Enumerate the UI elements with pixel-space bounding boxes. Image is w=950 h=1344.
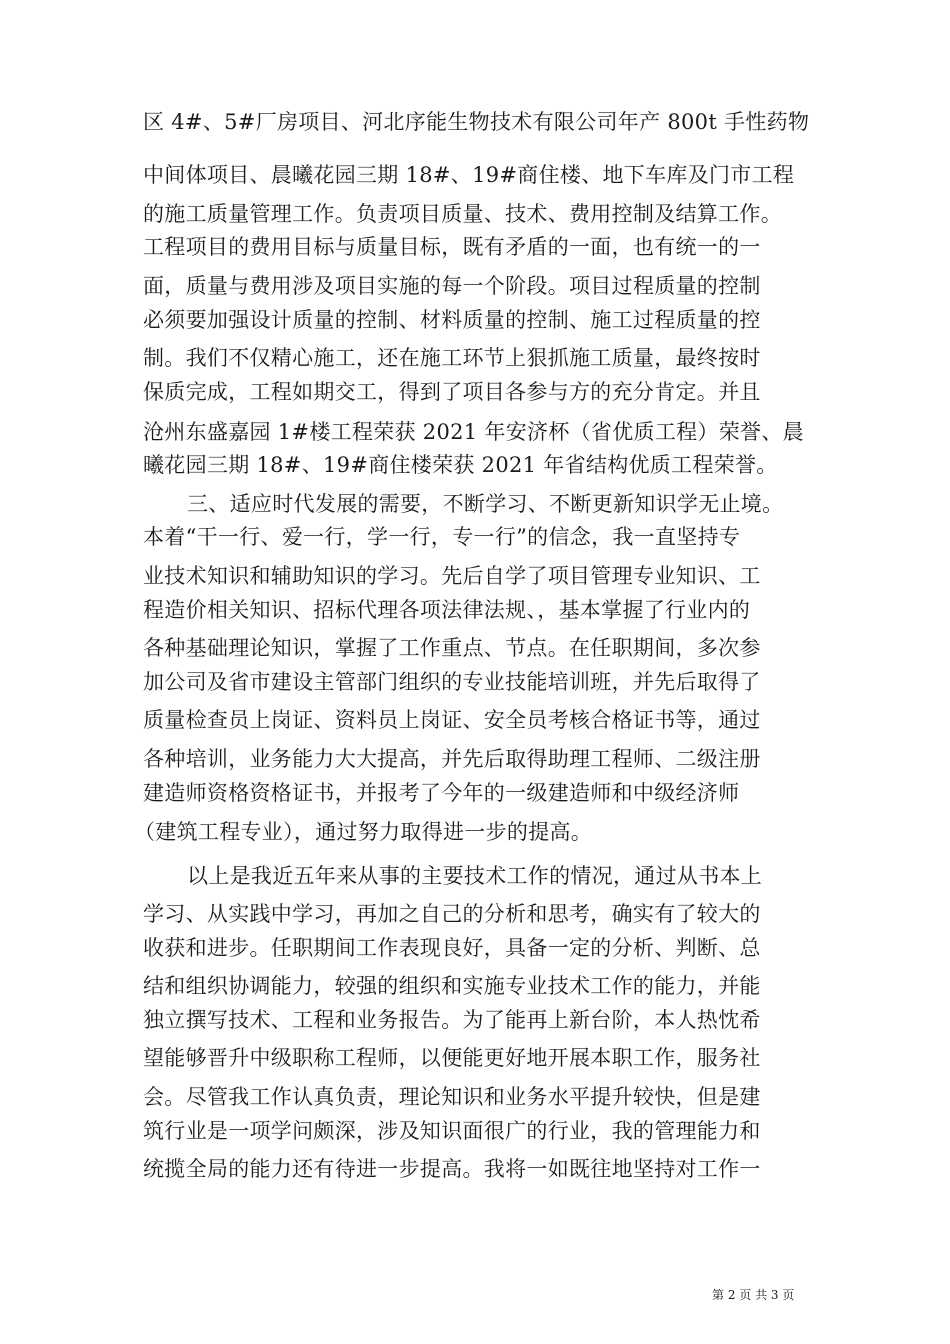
text-line: 面，质量与费用涉及项目实施的每一个阶段。项目过程质量的控制 <box>143 274 761 298</box>
text-line: 独立撰写技术、工程和业务报告。为了能再上新台阶，本人热忱希 <box>143 1008 761 1032</box>
text-line: 收获和进步。任职期间工作表现良好，具备一定的分析、判断、总 <box>143 936 761 960</box>
text-line: 保质完成，工程如期交工，得到了项目各参与方的充分肯定。并且 <box>143 380 761 404</box>
text-line: 程造价相关知识、招标代理各项法律法规、，基本掌握了行业内的 <box>143 598 751 622</box>
text-line: 望能够晋升中级职称工程师，以便能更好地开展本职工作，服务社 <box>143 1046 761 1070</box>
text-line: 加公司及省市建设主管部门组织的专业技能培训班，并先后取得了 <box>143 670 761 694</box>
paragraph-start: 以上是我近五年来从事的主要技术工作的情况，通过从书本上 <box>187 864 763 888</box>
text-line: 业技术知识和辅助知识的学习。先后自学了项目管理专业知识、工 <box>143 564 761 588</box>
text-line: 会。尽管我工作认真负责，理论知识和业务水平提升较快，但是建 <box>143 1085 761 1109</box>
text-line: 学习、从实践中学习，再加之自己的分析和思考，确实有了较大的 <box>143 902 761 926</box>
text-line: 各种基础理论知识，掌握了工作重点、节点。在任职期间，多次参 <box>143 636 761 660</box>
text-line: 结和组织协调能力，较强的组织和实施专业技术工作的能力，并能 <box>143 974 761 998</box>
text-line: 沧州东盛嘉园 1#楼工程荣获 2021 年安济杯（省优质工程）荣誉、晨 <box>143 420 804 444</box>
text-line: 制。我们不仅精心施工，还在施工环节上狠抓施工质量，最终按时 <box>143 346 761 370</box>
page-number: 第 2 页 共 3 页 <box>712 1288 795 1302</box>
text-line: 筑行业是一项学问颇深，涉及知识面很广的行业，我的管理能力和 <box>143 1119 761 1143</box>
text-line: 的施工质量管理工作。负责项目质量、技术、费用控制及结算工作。 <box>143 202 782 226</box>
text-line: 区 4#、5#厂房项目、河北序能生物技术有限公司年产 800t 手性药物 <box>143 110 810 134</box>
section-heading: 三、适应时代发展的需要，不断学习、不断更新知识学无止境。 <box>187 492 784 516</box>
text-line: 曦花园三期 18#、19#商住楼荣获 2021 年省结构优质工程荣誉。 <box>143 453 778 477</box>
text-line: 建造师资格资格证书，并报考了今年的一级建造师和中级经济师 <box>143 781 740 805</box>
text-line: 统揽全局的能力还有待进一步提高。我将一如既往地坚持对工作一 <box>143 1157 761 1181</box>
text-line: （建筑工程专业），通过努力取得进一步的提高。 <box>134 820 593 844</box>
text-line: 中间体项目、晨曦花园三期 18#、19#商住楼、地下车库及门市工程 <box>143 163 795 187</box>
text-line: 质量检查员上岗证、资料员上岗证、安全员考核合格证书等，通过 <box>143 708 761 732</box>
text-line: 工程项目的费用目标与质量目标，既有矛盾的一面，也有统一的一 <box>143 235 761 259</box>
text-line: 各种培训，业务能力大大提高，并先后取得助理工程师、二级注册 <box>143 747 761 771</box>
text-line: 必须要加强设计质量的控制、材料质量的控制、施工过程质量的控 <box>143 308 761 332</box>
text-line: 本着“干一行、爱一行，学一行，专一行”的信念，我一直坚持专 <box>143 525 741 549</box>
